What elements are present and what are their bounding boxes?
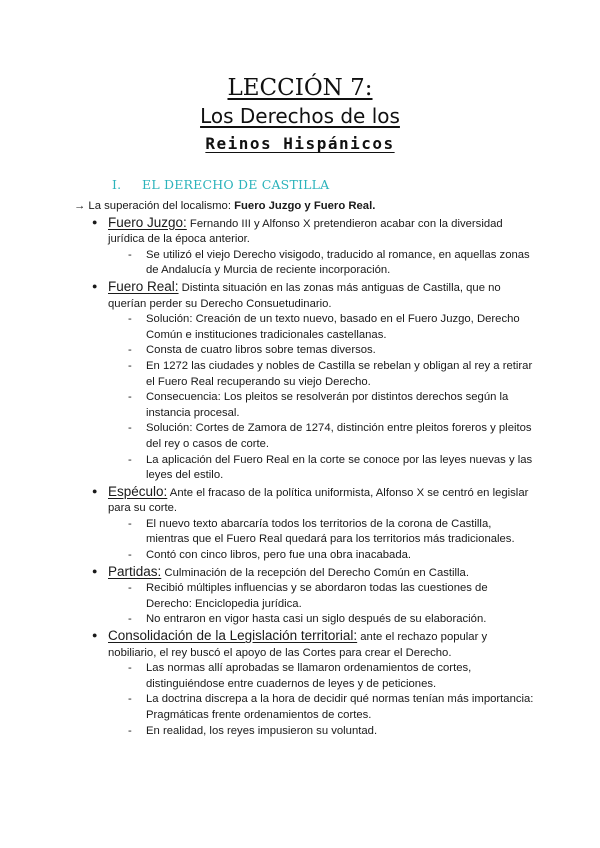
topic-text: Ante el fracaso de la política uniformista, Alfonso X se centró en legislar para su corte. — [108, 486, 529, 515]
topic-list — [74, 215, 534, 740]
subpoint: - Se utilizó el viejo Derecho visigodo, traducido al romance, en aquellas zonas de Andalucía y Murcia de reciente incorporación. — [128, 248, 534, 279]
topic-text: Fernando III y Alfonso X pretendieron acabar con la diversidad jurídica de la época anterior. — [108, 217, 503, 246]
lesson-title: LECCIÓN 7: — [227, 75, 373, 101]
topic-label: Espéculo: — [108, 483, 168, 499]
subpoint-list — [108, 517, 534, 564]
intro-bold: Fuero Juzgo y Fuero Real. — [234, 200, 376, 212]
subpoint: - Las normas allí aprobadas se llamaron ordenamientos de cortes, distinguiéndose entre cuadernos de leyes y de peticiones. — [128, 661, 534, 692]
topic-label: Fuero Juzgo: — [108, 214, 187, 230]
topic-text: Distinta situación en las zonas más antiguas de Castilla, que no querían perder su Derecho Consuetudinario. — [108, 281, 501, 310]
topic-text: ante el rechazo popular y nobiliario, el rey buscó el apoyo de las Cortes para crear el Derecho. — [108, 631, 488, 659]
subpoint-list — [108, 581, 534, 628]
section-title: EL DERECHO DE CASTILLA — [142, 177, 330, 192]
topic-fuero-juzgo — [90, 215, 534, 279]
subpoint: - Consta de cuatro libros sobre temas diversos. — [128, 343, 534, 359]
topic-label: Fuero Real: — [108, 278, 179, 294]
subpoint: - No entraron en vigor hasta casi un siglo después de su elaboración. — [128, 612, 534, 628]
subpoint: - Contó con cinco libros, pero fue una obra inacabada. — [128, 548, 534, 564]
subpoint: - En realidad, los reyes impusieron su voluntad. — [128, 724, 534, 740]
topic-label: Partidas: — [108, 563, 162, 579]
section-number: I. — [112, 177, 122, 192]
topic-especulo — [90, 484, 534, 564]
topic-fuero-real — [90, 279, 534, 484]
topic-partidas — [90, 564, 534, 628]
subpoint-list — [108, 661, 534, 739]
content-body — [74, 199, 534, 739]
subpoint: - La doctrina discrepa a la hora de decidir qué normas tenían más importancia: Pragmáticas frente ordenamientos de cortes. — [128, 692, 534, 723]
subpoint: - Solución: Creación de un texto nuevo, basado en el Fuero Juzgo, Derecho Común e instituciones tradicionales castellanas. — [128, 312, 534, 343]
subpoint: - Solución: Cortes de Zamora de 1274, distinción entre pleitos foreros y pleitos del rey o casos de corte. — [128, 421, 534, 452]
intro-text: La superación del localismo: — [85, 200, 235, 212]
subpoint: - La aplicación del Fuero Real en la corte se conoce por las leyes nuevas y las leyes del estilo. — [128, 453, 534, 484]
subpoint-list — [108, 248, 534, 279]
intro-line — [74, 199, 534, 215]
topic-text: Culminación de la recepción del Derecho Común en Castilla. — [161, 566, 469, 579]
subpoint: - En 1272 las ciudades y nobles de Castilla se rebelan y obligan al rey a retirar el Fuero Real recuperando su viejo Derecho. — [128, 359, 534, 390]
subpoint: - Recibió múltiples influencias y se abordaron todas las cuestiones de Derecho: Enciclopedia jurídica. — [128, 581, 534, 612]
topic-consolidacion — [90, 628, 534, 739]
subpoint: - El nuevo texto abarcaría todos los territorios de la corona de Castilla, mientras que el Fuero Real quedará para los territorios más tradicionales. — [128, 517, 534, 548]
lesson-subtitle: Los Derechos de los — [200, 104, 400, 128]
arrow-icon: → — [74, 200, 86, 212]
subpoint-list — [108, 312, 534, 484]
subpoint: - Consecuencia: Los pleitos se resolverán por distintos derechos según la instancia procesal. — [128, 390, 534, 421]
topic-label: Consolidación de la Legislación territorial: — [108, 628, 358, 644]
section-heading — [112, 176, 329, 194]
lesson-subtitle-bold: Reinos Hispánicos — [205, 134, 395, 153]
